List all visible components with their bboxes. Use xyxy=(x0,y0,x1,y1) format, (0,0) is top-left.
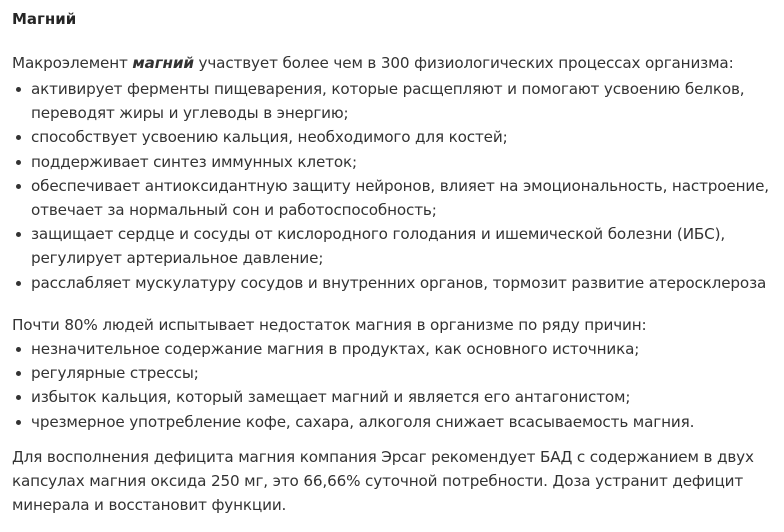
list-item xyxy=(12,222,772,270)
list-item: незначительное содержание магния в продуктах, как основного источника; xyxy=(12,337,772,361)
list-item-line: обеспечивает антиоксидантную защиту нейронов, влияет на эмоциональность, настроение, xyxy=(31,176,769,195)
list-item-line: отвечает за нормальный сон и работоспособность; xyxy=(31,201,437,220)
list-item-line: защищает сердце и сосуды от кислородного голодания и ишемической болезни (ИБС), xyxy=(31,225,726,244)
list-item xyxy=(12,77,772,125)
list-item xyxy=(12,174,772,222)
conclusion-line: минерала и восстановит функции. xyxy=(12,496,287,514)
list-item-line: активирует ферменты пищеварения, которые расщепляют и помогают усвоению белков, xyxy=(31,80,745,98)
list-item-line: поддерживает синтез иммунных клеток; xyxy=(31,152,357,171)
list-item xyxy=(12,125,772,149)
deficiency-paragraph: Почти 80% людей испытывает недостаток магния в организме по ряду причин: xyxy=(12,316,647,334)
intro-text-after: участвует более чем в 300 физиологических процессах организма: xyxy=(193,54,734,72)
list-item: избыток кальция, который замещает магний и является его антагонистом; xyxy=(12,385,772,409)
conclusion-paragraph xyxy=(12,445,754,517)
list-item-line: регулирует артериальное давление; xyxy=(31,249,324,268)
conclusion-line: капсулах магния оксида 250 мг, это 66,66% суточной потребности. Доза устранит дефицит xyxy=(12,472,744,490)
intro-emphasis: магний xyxy=(132,54,194,72)
functions-list xyxy=(12,77,772,295)
list-item xyxy=(12,150,772,174)
list-item-line: способствует усвоению кальция, необходимого для костей; xyxy=(31,128,508,147)
intro-text-before: Макроэлемент xyxy=(12,54,133,72)
list-item-line: переводят жиры и углеводы в энергию; xyxy=(31,104,349,123)
conclusion-line: Для восполнения дефицита магния компания Эрсаг рекомендует БАД с содержанием в двух xyxy=(12,448,754,466)
list-item-line: расслабляет мускулатуру сосудов и внутренних органов, тормозит развитие атеросклероза xyxy=(31,273,767,292)
list-item xyxy=(12,271,772,295)
section-heading: Магний xyxy=(12,10,77,28)
reasons-list xyxy=(12,337,772,434)
intro-paragraph xyxy=(12,51,734,75)
list-item: регулярные стрессы; xyxy=(12,361,772,385)
list-item: чрезмерное употребление кофе, сахара, алкоголя снижает всасываемость магния. xyxy=(12,410,772,434)
